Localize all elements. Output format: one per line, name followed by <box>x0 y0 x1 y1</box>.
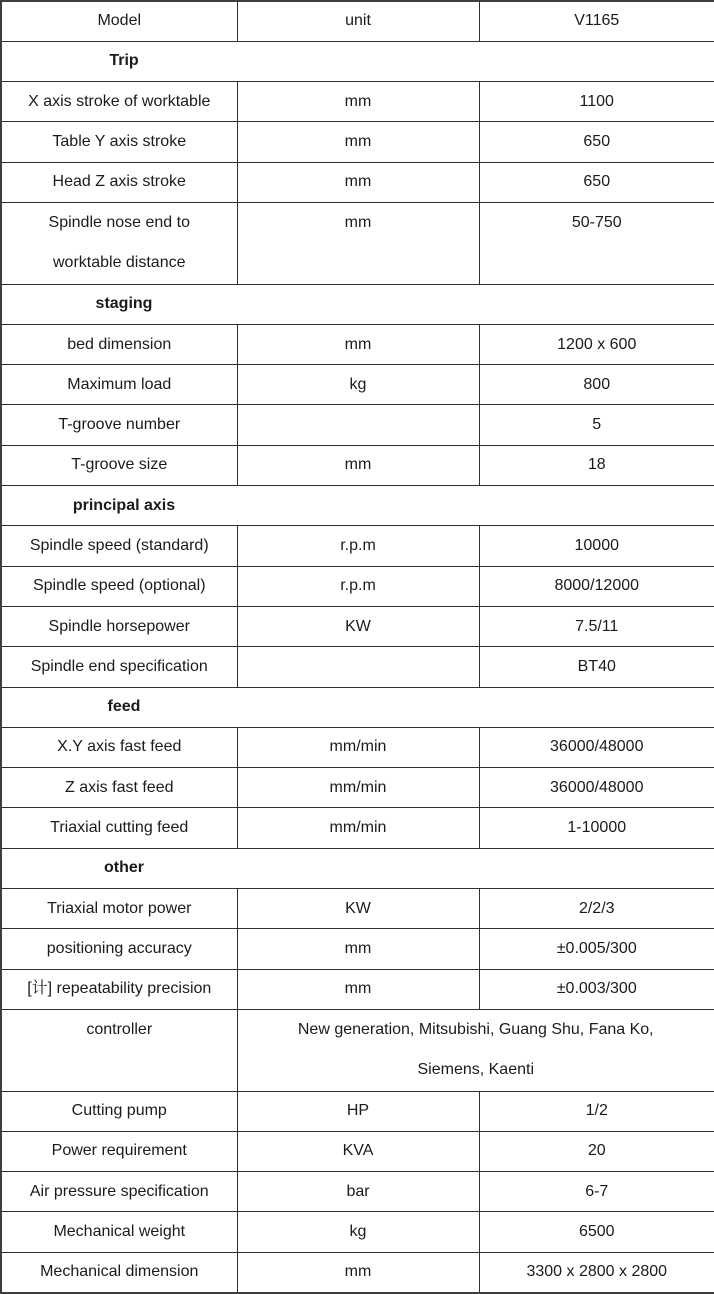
section-label: feed <box>107 698 141 716</box>
spec-unit: mm <box>237 202 479 284</box>
table-row <box>1 727 714 767</box>
spec-unit: r.p.m <box>237 526 479 566</box>
spec-unit: mm <box>237 122 479 162</box>
spec-name: Spindle speed (optional) <box>1 566 237 606</box>
spec-name: Spindle end specification <box>1 647 237 687</box>
spec-unit: mm <box>237 445 479 485</box>
spec-unit: mm <box>237 969 479 1009</box>
spec-value: 2/2/3 <box>479 889 714 929</box>
spec-name: Table Y axis stroke <box>1 122 237 162</box>
spec-unit: mm <box>237 929 479 969</box>
spec-value: 800 <box>479 365 714 405</box>
table-row <box>1 202 714 284</box>
spec-value: 10000 <box>479 526 714 566</box>
table-row <box>1 566 714 606</box>
table-row <box>1 526 714 566</box>
spec-value: 650 <box>479 162 714 202</box>
section-row-principal-axis <box>1 486 714 526</box>
spec-unit: mm/min <box>237 727 479 767</box>
spec-unit: mm/min <box>237 768 479 808</box>
spec-unit: bar <box>237 1172 479 1212</box>
spec-name: T-groove size <box>1 445 237 485</box>
spec-value: BT40 <box>479 647 714 687</box>
header-model-label: Model <box>1 1 237 41</box>
spec-value: 1200 x 600 <box>479 324 714 364</box>
spec-name: Triaxial motor power <box>1 889 237 929</box>
spec-name: controller <box>1 1009 237 1091</box>
table-row <box>1 606 714 646</box>
spec-value: 1/2 <box>479 1091 714 1131</box>
spec-name: Mechanical weight <box>1 1212 237 1252</box>
spec-value: 5 <box>479 405 714 445</box>
spec-value: 36000/48000 <box>479 768 714 808</box>
spec-name: Head Z axis stroke <box>1 162 237 202</box>
table-row <box>1 647 714 687</box>
spec-unit: mm <box>237 1252 479 1292</box>
spec-name-line2: worktable distance <box>52 254 186 272</box>
spec-name: bed dimension <box>1 324 237 364</box>
spec-unit: mm <box>237 324 479 364</box>
table-row <box>1 889 714 929</box>
spec-value: ±0.005/300 <box>479 929 714 969</box>
controller-value-line2: Siemens, Kaenti <box>417 1061 534 1079</box>
table-row <box>1 1172 714 1212</box>
table-row <box>1 365 714 405</box>
table-row <box>1 82 714 122</box>
section-label: staging <box>95 295 153 313</box>
spec-name <box>1 202 237 284</box>
spec-unit: r.p.m <box>237 566 479 606</box>
spec-name: Spindle speed (standard) <box>1 526 237 566</box>
section-row-trip <box>1 41 714 81</box>
spec-unit: KW <box>237 889 479 929</box>
section-label: Trip <box>109 52 139 70</box>
spec-name: Mechanical dimension <box>1 1252 237 1292</box>
table-row <box>1 1131 714 1171</box>
spec-value: 8000/12000 <box>479 566 714 606</box>
section-label: principal axis <box>72 496 176 514</box>
spec-unit <box>237 405 479 445</box>
spec-unit: kg <box>237 1212 479 1252</box>
spec-name: Z axis fast feed <box>1 768 237 808</box>
spec-unit: kg <box>237 365 479 405</box>
controller-value-line1: New generation, Mitsubishi, Guang Shu, Fana Ko, <box>297 1020 654 1038</box>
spec-value: 50-750 <box>479 202 714 284</box>
spec-name: Spindle horsepower <box>1 606 237 646</box>
section-row-other <box>1 848 714 888</box>
spec-name: Cutting pump <box>1 1091 237 1131</box>
spec-value: 6500 <box>479 1212 714 1252</box>
table-row-controller <box>1 1009 714 1091</box>
spec-name: [计] repeatability precision <box>1 969 237 1009</box>
header-row <box>1 1 714 41</box>
spec-name: X.Y axis fast feed <box>1 727 237 767</box>
header-unit-label: unit <box>237 1 479 41</box>
spec-value: 7.5/11 <box>479 606 714 646</box>
spec-unit: mm <box>237 162 479 202</box>
table-row <box>1 1252 714 1292</box>
section-row-staging <box>1 284 714 324</box>
spec-value: 650 <box>479 122 714 162</box>
table-row <box>1 405 714 445</box>
spec-name: T-groove number <box>1 405 237 445</box>
spec-value: 20 <box>479 1131 714 1171</box>
spec-unit: mm <box>237 82 479 122</box>
spec-unit: KW <box>237 606 479 646</box>
spec-name: Triaxial cutting feed <box>1 808 237 848</box>
spec-value: 36000/48000 <box>479 727 714 767</box>
spec-value: 1-10000 <box>479 808 714 848</box>
table-row <box>1 969 714 1009</box>
table-row <box>1 122 714 162</box>
spec-name: Air pressure specification <box>1 1172 237 1212</box>
table-row <box>1 1091 714 1131</box>
table-row <box>1 445 714 485</box>
spec-name: X axis stroke of worktable <box>1 82 237 122</box>
spec-unit <box>237 647 479 687</box>
section-row-feed <box>1 687 714 727</box>
spec-value: 1100 <box>479 82 714 122</box>
table-row <box>1 768 714 808</box>
spec-name-line1: Spindle nose end to <box>48 213 190 231</box>
section-label: other <box>104 859 144 877</box>
spec-value: 3300 x 2800 x 2800 <box>479 1252 714 1292</box>
spec-name: positioning accuracy <box>1 929 237 969</box>
controller-value <box>237 1009 714 1091</box>
header-model-value: V1165 <box>479 1 714 41</box>
table-row <box>1 324 714 364</box>
spec-unit: mm/min <box>237 808 479 848</box>
table-row <box>1 929 714 969</box>
table-row <box>1 808 714 848</box>
spec-name: Maximum load <box>1 365 237 405</box>
spec-value: 18 <box>479 445 714 485</box>
spec-name: Power requirement <box>1 1131 237 1171</box>
table-row <box>1 162 714 202</box>
spec-unit: HP <box>237 1091 479 1131</box>
spec-unit: KVA <box>237 1131 479 1171</box>
table-row <box>1 1212 714 1252</box>
spec-value: 6-7 <box>479 1172 714 1212</box>
spec-value: ±0.003/300 <box>479 969 714 1009</box>
